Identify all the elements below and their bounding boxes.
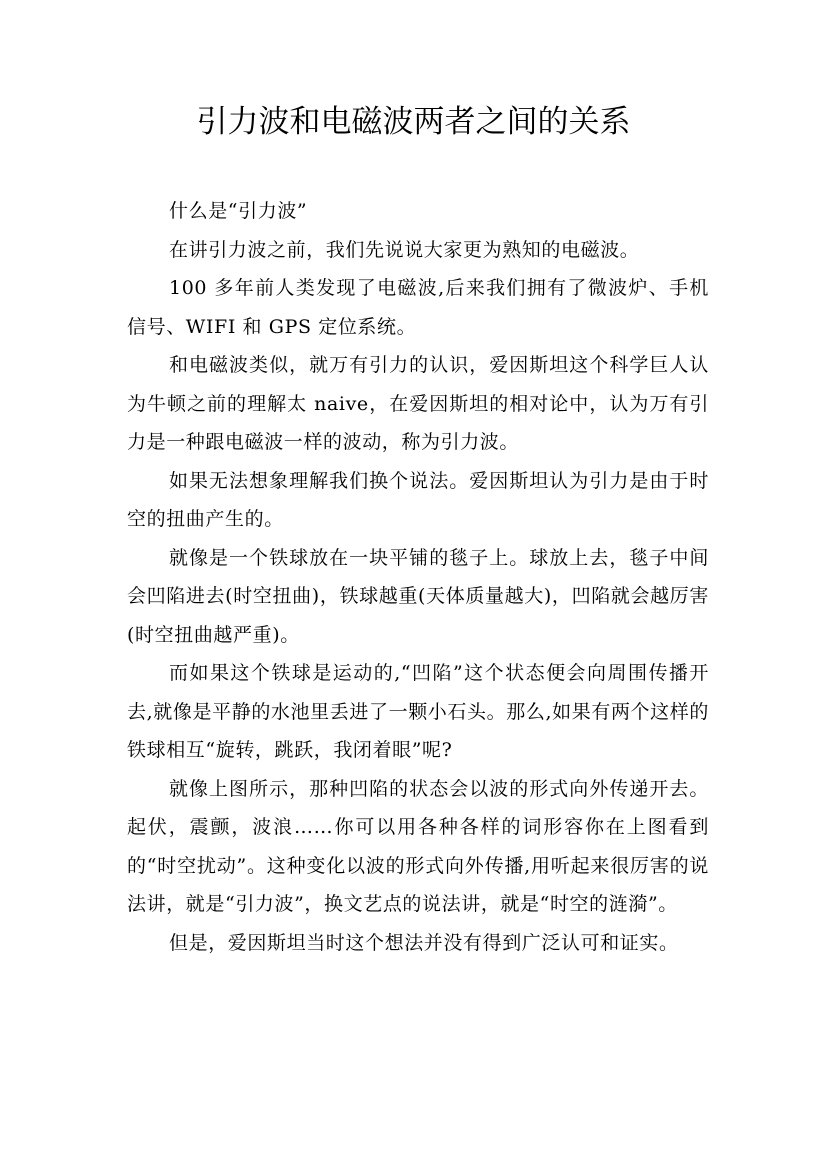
document-body (127, 192, 709, 962)
paragraph-9: 但是，爱因斯坦当时这个想法并没有得到广泛认可和证实。 (169, 931, 679, 954)
paragraph-6: 就像是一个铁球放在一块平铺的毯子上。球放上去，毯子中间会凹陷进去(时空扭曲)，铁球越重(天体质量越大)，凹陷就会越厉害(时空扭曲越严重)。 (127, 546, 709, 646)
paragraph-5: 如果无法想象理解我们换个说法。爱因斯坦认为引力是由于时空的扭曲产生的。 (127, 469, 709, 530)
paragraph-2: 在讲引力波之前，我们先说说大家更为熟知的电磁波。 (169, 238, 640, 261)
paragraph-7: 而如果这个铁球是运动的,“凹陷”这个状态便会向周围传播开去,就像是平静的水池里丢进了一颗小石头。那么,如果有两个这样的铁球相互“旋转，跳跃，我闭着眼”呢? (127, 662, 709, 761)
paragraph-1: 什么是“引力波” (169, 200, 308, 222)
paragraph-4: 和电磁波类似，就万有引力的认识，爱因斯坦这个科学巨人认为牛顿之前的理解太 naive，在爱因斯坦的相对论中，认为万有引力是一种跟电磁波一样的波动，称为引力波。 (127, 354, 709, 453)
paragraph-3: 100 多年前人类发现了电磁波,后来我们拥有了微波炉、手机信号、WIFI 和 GPS 定位系统。 (127, 277, 709, 338)
paragraph-8: 就像上图所示，那种凹陷的状态会以波的形式向外传递开去。起伏，震颤，波浪……你可以用各种各样的词形容你在上图看到的“时空扰动”。这种变化以波的形式向外传播,用听起来很厉害的说法讲，就是“引力波”，换文艺点的说法讲，就是“时空的涟漪”。 (127, 777, 709, 915)
document-title: 引力波和电磁波两者之间的关系 (196, 104, 631, 140)
